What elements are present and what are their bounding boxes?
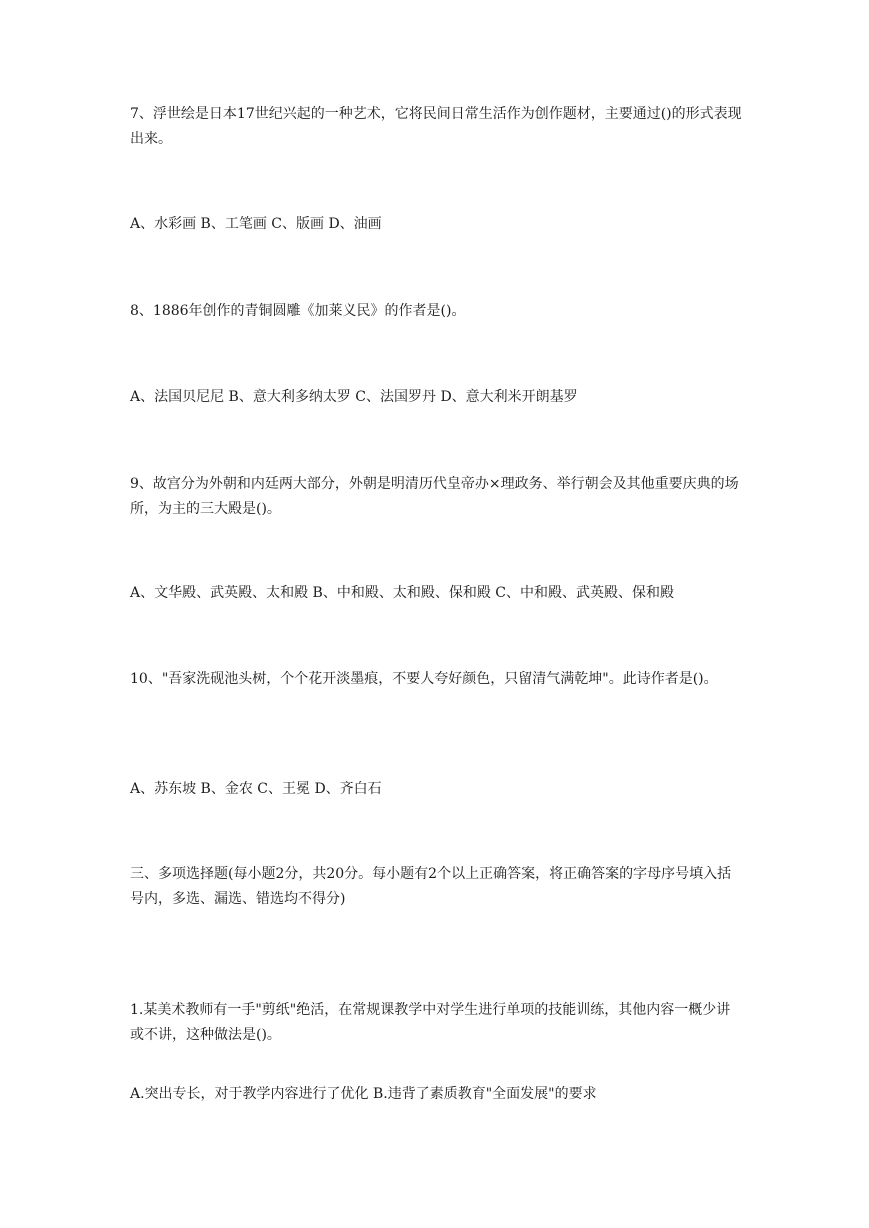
question-7-options: A、水彩画 B、工笔画 C、版画 D、油画 [130, 216, 382, 232]
question-9-text: 9、故宫分为外朝和内廷两大部分，外朝是明清历代皇帝办×理政务、举行朝会及其他重要庆典的场所，为主的三大殿是()。 [130, 476, 739, 517]
multi-question-1-options: A.突出专长，对于教学内容进行了优化 B.违背了素质教育"全面发展"的要求 [130, 1086, 597, 1102]
section-3-heading: 三、多项选择题(每小题2分，共20分。每小题有2个以上正确答案，将正确答案的字母序号填入括号内，多选、漏选、错选均不得分) [130, 866, 732, 907]
question-7-text: 7、浮世绘是日本17世纪兴起的一种艺术，它将民间日常生活作为创作题材，主要通过()的形式表现出来。 [130, 106, 742, 147]
question-9-options: A、文华殿、武英殿、太和殿 B、中和殿、太和殿、保和殿 C、中和殿、武英殿、保和殿 [130, 585, 675, 601]
question-10-options: A、苏东坡 B、金农 C、王冕 D、齐白石 [130, 781, 382, 797]
question-8-text: 8、1886年创作的青铜圆雕《加莱义民》的作者是()。 [130, 303, 466, 319]
multi-question-1-text: 1.某美术教师有一手"剪纸"绝活，在常规课教学中对学生进行单项的技能训练，其他内容一概少讲或不讲，这种做法是()。 [130, 1002, 731, 1043]
question-10-text: 10、"吾家洗砚池头树，个个花开淡墨痕，不要人夸好颜色，只留清气满乾坤"。此诗作者是()。 [130, 671, 718, 687]
question-8-options: A、法国贝尼尼 B、意大利多纳太罗 C、法国罗丹 D、意大利米开朗基罗 [130, 389, 578, 405]
